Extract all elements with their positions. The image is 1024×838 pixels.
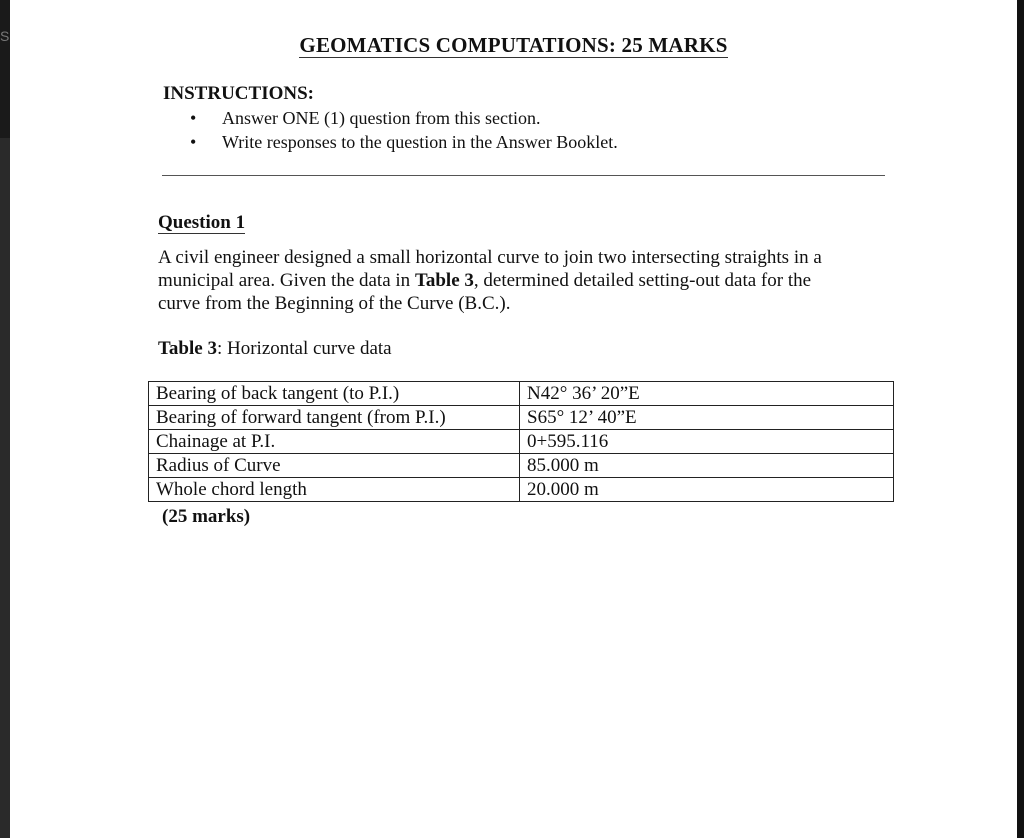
row-value: N42° 36’ 20”E [520,382,894,406]
marks-label: (25 marks) [162,506,251,527]
question-line [158,292,878,315]
table-caption [158,338,392,360]
question-text: curve from the Beginning of the Curve (B.C.). [158,293,511,314]
row-value: 85.000 m [520,454,894,478]
instruction-item: • Write responses to the question in the Answer Booklet. [190,131,618,155]
document-page [10,0,1017,838]
row-label: Bearing of forward tangent (from P.I.) [149,406,520,430]
question-heading-text: Question 1 [158,212,246,233]
table-row [149,454,894,478]
table-caption-text: : Horizontal curve data [216,338,392,359]
row-label: Chainage at P.I. [149,430,520,454]
left-edge-strip [0,138,10,838]
table-row [149,478,894,502]
question-line [158,269,878,292]
right-edge-strip [1017,0,1024,838]
row-value: 20.000 m [520,478,894,502]
table-row [149,382,894,406]
question-text: , determined detailed setting-out data for the [473,270,812,291]
edge-glyph: S [0,28,10,44]
table-caption-label: Table 3 [158,338,217,359]
table-row [149,430,894,454]
page-title [10,33,1017,58]
instructions-heading: INSTRUCTIONS: [163,83,314,104]
table-row [149,406,894,430]
instruction-item: • Answer ONE (1) question from this section. [190,107,618,131]
question-line [158,246,878,269]
question-text: municipal area. Given the data in [158,270,415,291]
table-reference: Table 3 [414,270,474,291]
question-body [158,246,878,315]
left-edge-panel [0,0,10,138]
row-label: Whole chord length [149,478,520,502]
row-label: Bearing of back tangent (to P.I.) [149,382,520,406]
row-label: Radius of Curve [149,454,520,478]
question-text: A civil engineer designed a small horizontal curve to join two intersecting straights in a [158,247,822,268]
row-value: 0+595.116 [520,430,894,454]
instructions-list [190,107,618,155]
row-value: S65° 12’ 40”E [520,406,894,430]
section-divider [162,175,885,176]
curve-data-table [148,381,894,502]
question-heading [158,212,245,234]
page-title-text: GEOMATICS COMPUTATIONS: 25 MARKS [299,33,728,57]
